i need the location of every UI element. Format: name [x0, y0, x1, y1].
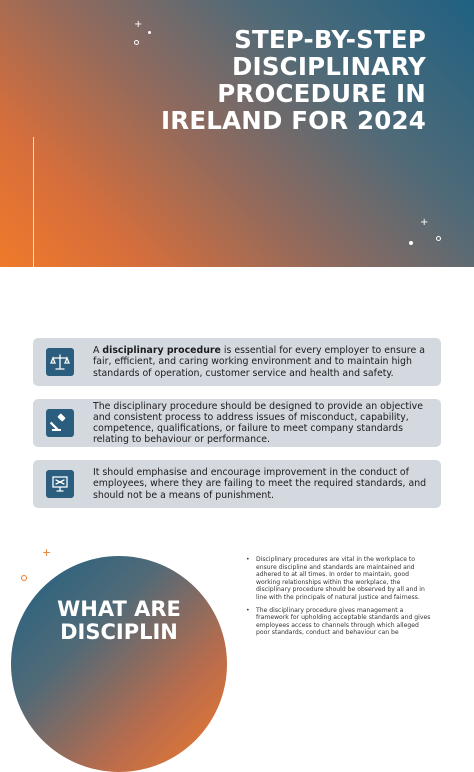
scales-icon	[46, 348, 74, 376]
card-text: The disciplinary procedure should be designed to provide an objective and consistent process to address issues of misconduct, capability, competence, qualifications, or failure to meet company standards relating to behaviour or performance.	[93, 400, 423, 446]
gavel-icon	[46, 409, 74, 437]
vertical-divider	[33, 137, 34, 267]
hero-banner	[0, 0, 474, 267]
card-text: It should emphasise and encourage improvement in the conduct of employees, where they are failing to meet the required standards, and should not be a means of punishment.	[93, 467, 427, 501]
list-item: • The disciplinary procedure gives management a framework for upholding acceptable standards and gives employees access to channels through which alleged poor standards, conduct and behaviour can be	[246, 607, 432, 637]
highlight-term: disciplinary procedure	[102, 345, 221, 357]
list-item: • Disciplinary procedures are vital in the workplace to ensure discipline and standards are maintained and adhered to at all times. In order to maintain, good working relationships within the workplace, the disciplinary procedure should be observed by all and in line with the principals of natural justice and fairness.	[246, 556, 432, 602]
dot-decoration	[409, 241, 413, 245]
page-title	[136, 26, 426, 134]
info-card-1	[33, 338, 441, 386]
section-title: WHAT ARE DISCIPLIN	[57, 597, 181, 644]
bullet-list	[246, 556, 432, 642]
section-circle	[11, 556, 227, 772]
plus-decoration: +	[42, 546, 52, 559]
plus-decoration: +	[134, 19, 143, 30]
title-line: IRELAND FOR 2024	[160, 106, 426, 135]
title-line: PROCEDURE IN	[217, 79, 426, 108]
info-card-2	[33, 399, 441, 447]
info-card-3	[33, 460, 441, 508]
ring-decoration	[21, 575, 27, 581]
card-text: A disciplinary procedure is essential for every employer to ensure a fair, efficient, and caring working environment and to maintain high standards of operation, customer service and health and safety.	[93, 345, 425, 379]
plus-decoration: +	[420, 217, 429, 228]
title-line: DISCIPLINARY	[231, 52, 426, 81]
presentation-board-icon	[46, 470, 74, 498]
ring-decoration	[436, 236, 441, 241]
title-line: STEP-BY-STEP	[234, 25, 426, 54]
